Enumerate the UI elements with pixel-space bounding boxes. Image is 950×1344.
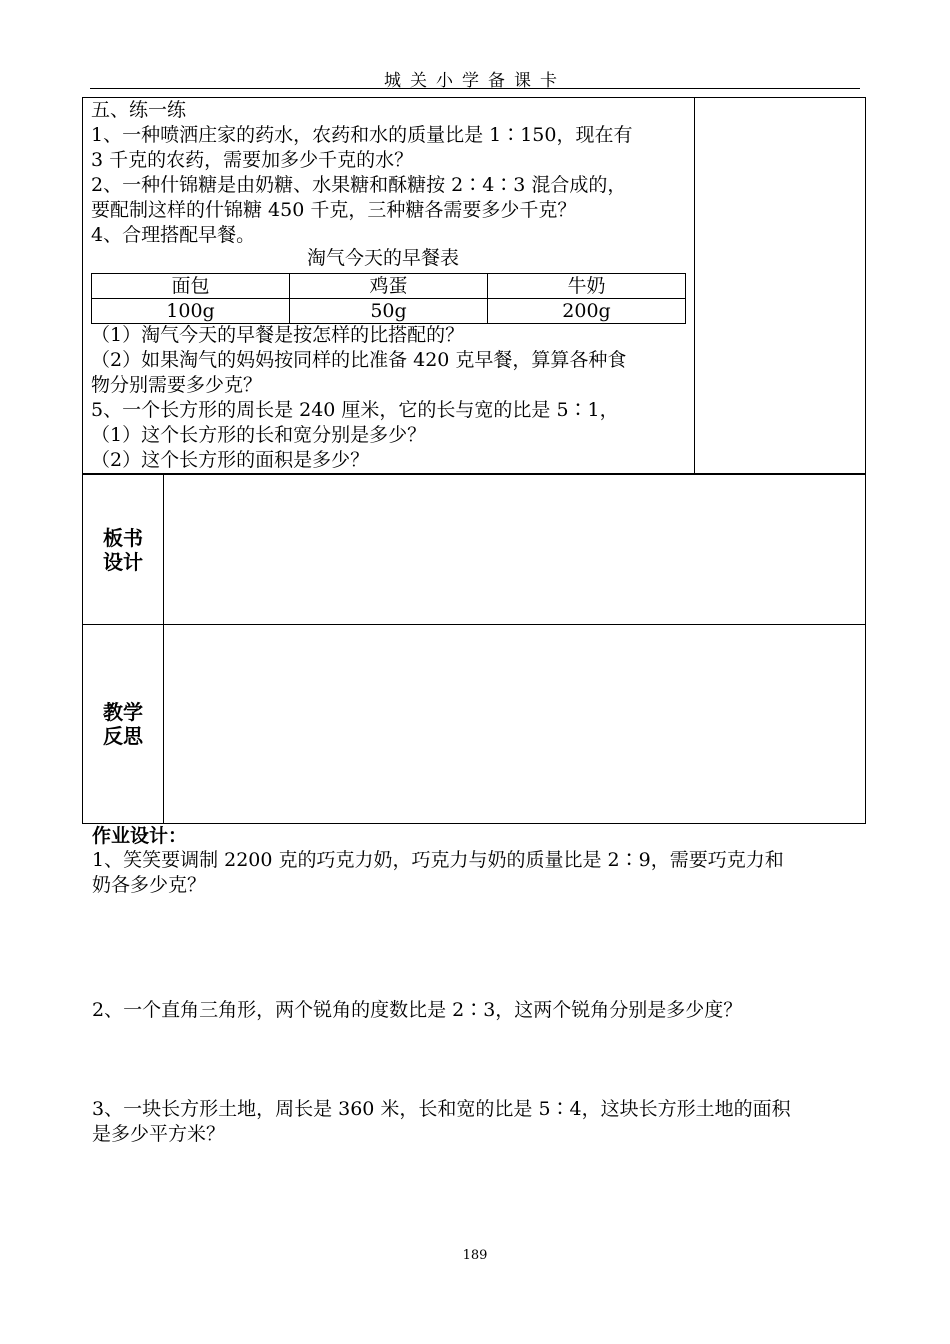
table-cell: 50g xyxy=(290,299,488,324)
practice-q5: 5、一个长方形的周长是 240 厘米，它的长与宽的比是 5∶1， xyxy=(91,399,619,421)
board-design-row xyxy=(82,474,866,625)
table-header-cell: 鸡蛋 xyxy=(290,274,488,299)
table-header-row xyxy=(92,274,686,299)
practice-q5-sub2: （2）这个长方形的面积是多少？ xyxy=(91,449,370,471)
practice-q4-sub1: （1）淘气今天的早餐是按怎样的比搭配的？ xyxy=(91,324,465,346)
practice-q4-sub2-line1: （2）如果淘气的妈妈按同样的比准备 420 克早餐，算算各种食 xyxy=(91,349,627,371)
board-label-line2: 设计 xyxy=(103,549,143,574)
table-cell: 100g xyxy=(92,299,290,324)
practice-q1-line1: 1、一种喷洒庄家的药水，农药和水的质量比是 1∶150，现在有 xyxy=(91,124,633,146)
teaching-reflection-label xyxy=(83,625,164,823)
practice-q4: 4、合理搭配早餐。 xyxy=(91,224,256,246)
practice-content-lower xyxy=(91,323,691,473)
homework-q3-line2: 是多少平方米？ xyxy=(92,1123,226,1145)
page-header-title: 城关小学备课卡 xyxy=(384,71,566,91)
homework-q2-line: 2、一个直角三角形，两个锐角的度数比是 2∶3，这两个锐角分别是多少度？ xyxy=(92,999,743,1021)
reflection-label-line1: 教学 xyxy=(103,700,143,724)
breakfast-table-caption: 淘气今天的早餐表 xyxy=(306,247,459,269)
table-cell: 200g xyxy=(488,299,686,324)
practice-q5-sub1: （1）这个长方形的长和宽分别是多少？ xyxy=(91,424,427,446)
homework-q3-line1: 3、一块长方形土地，周长是 360 米，长和宽的比是 5∶4，这块长方形土地的面积 xyxy=(92,1098,791,1120)
practice-q1-line2: 3 千克的农药，需要加多少千克的水？ xyxy=(91,149,414,171)
practice-content xyxy=(91,98,691,248)
practice-q2-line1: 2、一种什锦糖是由奶糖、水果糖和酥糖按 2∶4∶3 混合成的， xyxy=(91,174,627,196)
page-number: 189 xyxy=(462,1248,488,1263)
table-header-cell: 面包 xyxy=(92,274,290,299)
practice-q2-line2: 要配制这样的什锦糖 450 千克，三种糖各需要多少千克？ xyxy=(91,199,577,221)
table-header-cell: 牛奶 xyxy=(488,274,686,299)
teaching-reflection-row xyxy=(82,624,866,824)
homework-title xyxy=(92,824,872,849)
homework-q1 xyxy=(92,848,872,898)
practice-heading: 五、练一练 xyxy=(91,99,187,121)
header-rule xyxy=(90,88,860,89)
column-divider xyxy=(694,98,695,473)
homework-q2 xyxy=(92,998,872,1023)
breakfast-table xyxy=(91,273,686,324)
board-design-label xyxy=(83,475,164,624)
homework-title-text: 作业设计： xyxy=(92,825,188,847)
table-row xyxy=(92,299,686,324)
homework-q1-line1: 1、笑笑要调制 2200 克的巧克力奶，巧克力与奶的质量比是 2∶9，需要巧克力和 xyxy=(92,849,784,871)
board-label-line1: 板书 xyxy=(103,525,143,550)
practice-q4-sub2-line2: 物分别需要多少克？ xyxy=(91,374,263,396)
reflection-label-line2: 反思 xyxy=(103,724,143,748)
homework-q3 xyxy=(92,1097,872,1147)
homework-q1-line2: 奶各多少克？ xyxy=(92,874,207,896)
practice-section xyxy=(82,97,866,474)
